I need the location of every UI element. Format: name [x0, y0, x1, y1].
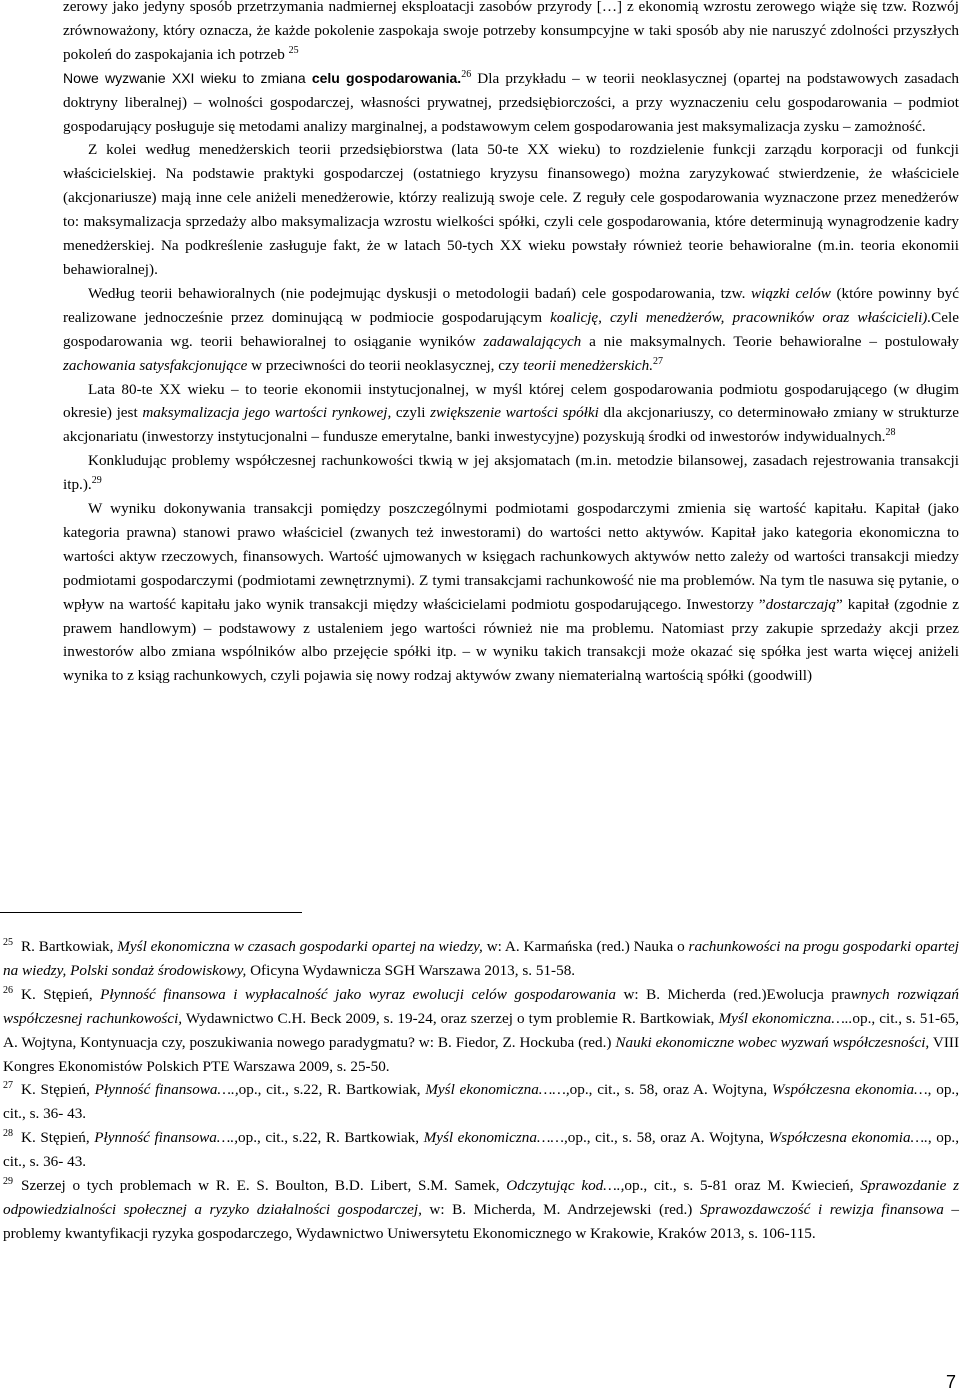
paragraph-5: Lata 80-te XX wieku – to teorie ekonomii instytucjonalnej, w myśl której celem gospodarowania podmiotu gospodarującego (w długim okresie) jest maksymalizacja jego wartości rynkowej, czyli zwiększenie wartości spółki dla akcjonariuszy, co determinowało zmiany w strukturze akcjonariatu (inwestorzy instytucjonalni – fundusze emerytalne, banki inwestycyjne) pozyskują środki od inwestorów indywidualnych.$^{28}$	[63, 380, 959, 446]
footnote-number: 26	[3, 984, 13, 996]
bold-phrase: celu gospodarowania.	[311, 69, 462, 86]
footnote-27: $^{27}$ K. Stępień, Płynność finansowa….,op., cit., s.22, R. Bartkowiak, Myśl ekonomiczna……,op., cit., s. 58, oraz A. Wojtyna, Współczesna ekonomia…, op., cit., s. 36- 43.	[3, 1080, 960, 1123]
footnote-ref-28[interactable]: 28	[885, 427, 896, 439]
paragraph-6: Konkludując problemy współczesnej rachunkowości tkwią w jej aksjomatach (m.in. metodzie bilansowej, zasadach rejestrowania transakcji itp.).$^{29}$	[63, 452, 959, 494]
footnote-number: 27	[3, 1080, 13, 1092]
main-text	[63, 0, 959, 688]
footnote-26: $^{26}$ K. Stępień, Płynność finansowa i wypłacalność jako wyraz ewolucji celów gospodarowania w: B. Micherda (red.)Ewolucja prawnych rozwiązań współczesnej rachunkowości, Wydawnictwo C.H. Beck 2009, s. 19-24, oraz szerzej o tym problemie R. Bartkowiak, Myśl ekonomiczna…..op., cit., s. 51-65, A. Wojtyna, Kontynuacja czy, poszukiwania nowego paradygmatu? w: B. Fiedor, Z. Hockuba (red.) Nauki ekonomiczne wobec wyzwań współczesności, VIII Kongres Ekonomistów Polskich PTE Warszawa 2009, s. 25-50.	[3, 984, 960, 1075]
paragraph-1: zerowy jako jedyny sposób przetrzymania nadmiernej eksploatacji zasobów przyrody […] z ekonomią wzrostu zerowego wiąże się tzw. Rozwój zrównoważony, który oznacza, że każde pokolenie zaspokaja swoje potrzeby konsumpcyjne w taki sposób aby nie naruszyć zdolności przyszłych pokoleń do zaspokajania ich potrzeb $^{25}$	[63, 0, 959, 63]
footnote-28: $^{28}$ K. Stępień, Płynność finansowa….,op., cit., s.22, R. Bartkowiak, Myśl ekonomiczna……,op., cit., s. 58, oraz A. Wojtyna, Współczesna ekonomia…., op., cit., s. 36- 43.	[3, 1128, 960, 1171]
footnotes	[3, 935, 959, 1246]
paragraph-3: Z kolei według menedżerskich teorii przedsiębiorstwa (lata 50-te XX wieku) to rozdzielenie funkcji zarządu korporacji od funkcji właścicielskiej. Na podstawie praktyki gospodarczej (ostatniego kryzysu finansowego) można zaryzykować stwierdzenie, że właściciele (akcjonariusze) mają inne cele aniżeli menedżerowie, którzy realizują swoje cele. Z reguły cele gospodarowania wyznaczone przez menedżerów to: maksymalizacja sprzedaży albo maksymalizacja wzrostu wielkości spółki, czyli cele gospodarowania, które determinują wynagrodzenie kadry menedżerskiej. Na podkreślenie zasługuje fakt, że w latach 50-tych XX wieku powstały również teorie behawioralne (m.in. teoria ekonomii behawioralnej).	[63, 141, 959, 278]
footnote-ref-29[interactable]: 29	[91, 475, 102, 487]
footnote-25: $^{25}$ R. Bartkowiak, Myśl ekonomiczna w czasach gospodarki opartej na wiedzy, w: A. Karmańska (red.) Nauka o rachunkowości na progu gospodarki opartej na wiedzy, Polski sondaż środowiskowy, Oficyna Wydawnicza SGH Warszawa 2013, s. 51-58.	[3, 936, 959, 979]
footnote-ref-27[interactable]: 27	[653, 355, 664, 367]
footnote-ref-26[interactable]: 26	[461, 68, 472, 80]
page-number: 7	[945, 1372, 956, 1392]
paragraph-7: W wyniku dokonywania transakcji pomiędzy poszczególnymi podmiotami gospodarczymi zmienia się wartość kapitału. Kapitał (jako kategoria prawna) stanowi prawo właściciel (zwanych też inwestorami) do wartości netto aktywów. Kapitał jako kategoria ekonomiczna to wartości aktyw rzeczowych, finansowych. Wartość ujmowanych w księgach rachunkowych aktywów netto zależy od wartości transakcji miedzy podmiotami gospodarczymi (podmiotami zewnętrznymi). Z tymi transakcjami rachunkowość nie ma problemów. Na tym tle nasuwa się pytanie, o wpływ na wartość kapitału jako wynik transakcji między właścicielami podmiotu gospodarującego. Inwestorzy ”dostarczają” kapitał (zgodnie z prawem handlowym) – podstawowy z ustaleniem jego wartości również nie ma problemu. Natomiast przy zakupie sprzedaży akcji przez inwestorów albo zmiana wspólników albo przejęcie spółki itp. – w wyniku takich transakcji może okazać się spółka jest warta więcej aniżeli wynika to z ksiąg rachunkowych, czyli pojawia się nowy rodzaj aktywów zwany niematerialną wartością spółki (goodwill)	[63, 500, 959, 685]
footnote-number: 25	[3, 936, 13, 948]
footnote-number: 29	[3, 1176, 13, 1187]
footnote-separator	[0, 912, 302, 913]
footnote-29: $^{29}$ Szerzej o tych problemach w R. E. S. Boulton, B.D. Libert, S.M. Samek, Odczytując kod….,op., cit., s. 5-81 oraz M. Kwiecień, Sprawozdanie z odpowiedzialności społecznej a ryzyko działalności gospodarczej, w: B. Micherda, M. Andrzejewski (red.) Sprawozdawczość i rewizja finansowa – problemy kwantyfikacji ryzyka gospodarczego, Wydawnictwo Uniwersytetu Ekonomicznego w Krakowie, Kraków 2013, s. 106-115.	[3, 1176, 959, 1242]
paragraph-4: Według teorii behawioralnych (nie podejmując dyskusji o metodologii badań) cele gospodarowania, tzw. wiązki celów (które powinny być realizowane jednocześnie przez dominującą w podmiocie gospodarującym koalicję, czyli menedżerów, pracowników oraz właścicieli).Cele gospodarowania wg. teorii behawioralnej to osiąganie wyników zadawalających a nie maksymalnych. Teorie behawioralne – postulowały zachowania satysfakcjonujące w przeciwności do teorii neoklasycznej, czy teorii menedżerskich.$^{27}$	[63, 284, 960, 374]
paragraph-2: Nowe wyzwanie XXI wieku to zmiana celu gospodarowania.$^{26}$ Dla przykładu – w teorii neoklasycznej (opartej na podstawowych zasadach doktryny liberalnej) – wolności gospodarczej, własności prywatnej, przedsiębiorczości, a przy wyznaczeniu celu gospodarowania – podmiot gospodarujący posługuje się metodami analizy marginalnej, a podstawowym celem gospodarowania jest maksymalizacja zysku – zamożność.	[63, 68, 959, 135]
footnote-ref-25[interactable]: 25	[288, 44, 299, 56]
footnote-number: 28	[3, 1128, 13, 1140]
